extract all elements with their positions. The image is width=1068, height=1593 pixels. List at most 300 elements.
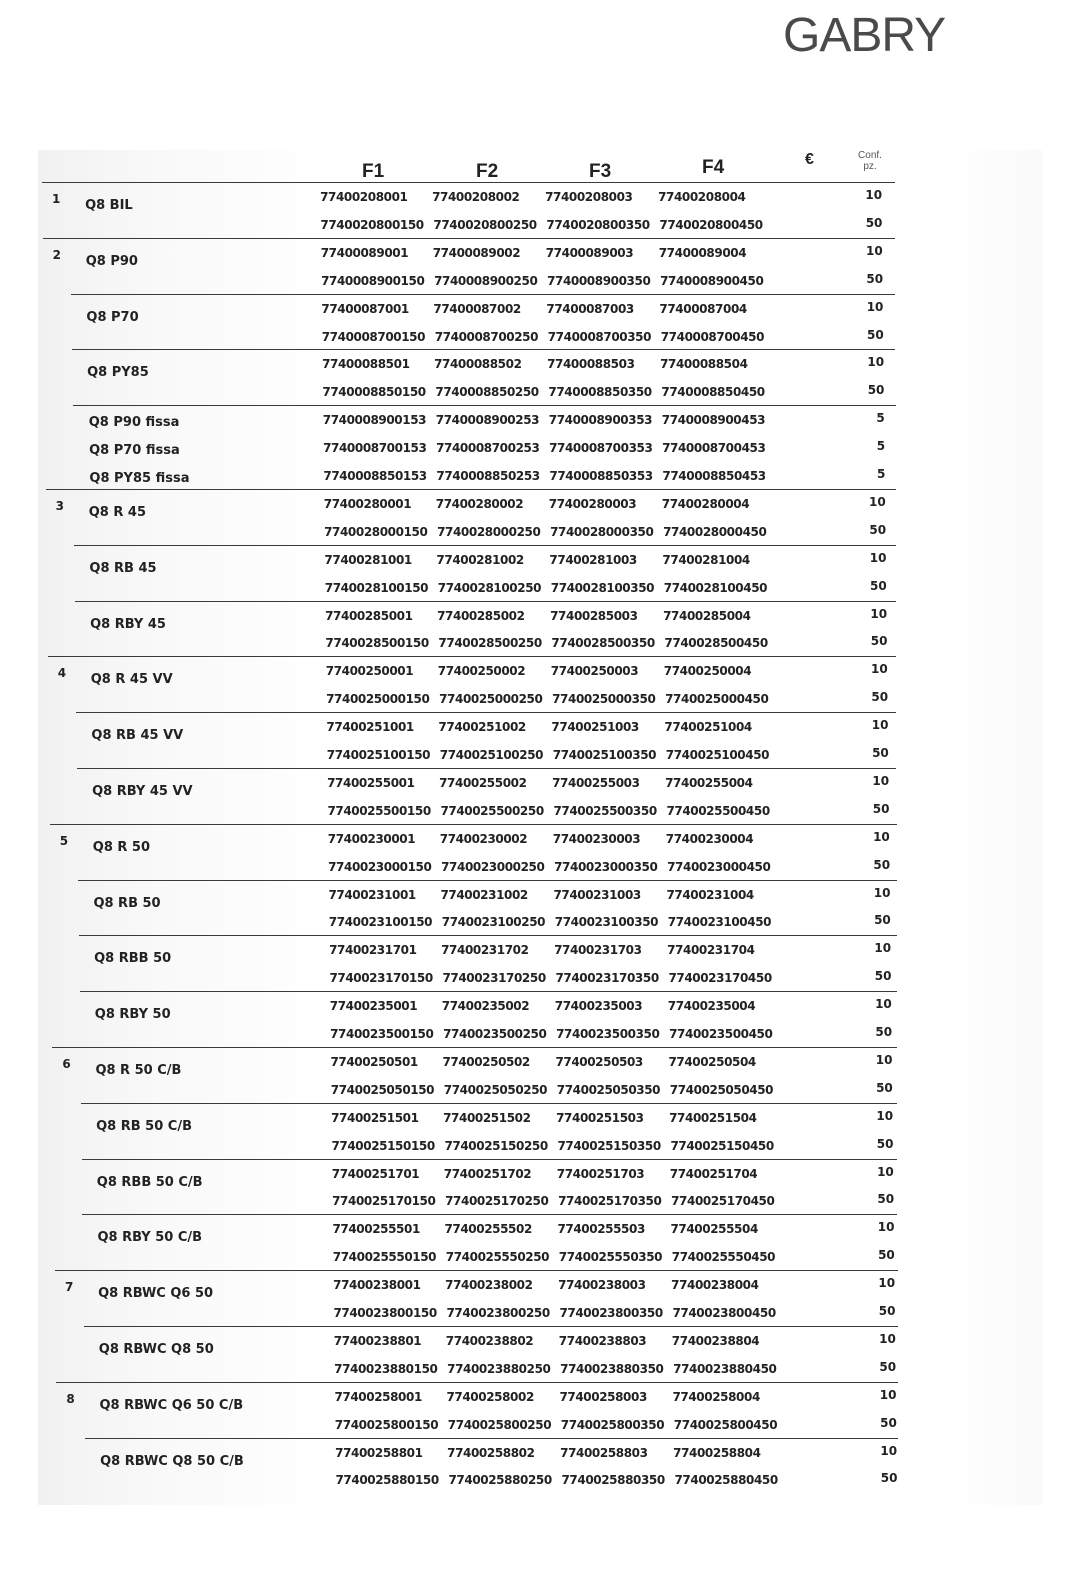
product-name: Q8 RBB 50 [94,951,172,967]
product-code-f3: 77400251703 [556,1166,645,1181]
product-code-f1: 7740023800150 [333,1306,437,1320]
product-code-f3: 7740025550350 [558,1250,663,1265]
product-code-f3: 77400251503 [556,1110,644,1125]
product-code-f1: 7740028000150 [324,524,428,539]
group-rule [55,1270,898,1271]
product-name: Q8 R 50 C/B [95,1062,182,1078]
product-code-f4: 7740023800450 [672,1306,776,1320]
group-rule [81,1103,897,1104]
product-code-f3: 7740023000350 [554,859,658,874]
column-header-conf [854,150,886,172]
product-code-f2: 7740025500250 [440,803,544,818]
product-code-f1: 77400258801 [335,1445,423,1460]
product-code-f1: 7740025100150 [326,748,431,762]
pack-quantity: 50 [880,1415,897,1430]
conf-label: Conf. [858,150,882,161]
product-code-f4: 77400088504 [660,357,748,372]
product-code-f3: 7740028000350 [550,524,654,539]
group-rule [74,545,896,546]
product-code-f1: 77400238001 [333,1278,421,1293]
product-code-f3: 77400255503 [557,1222,645,1237]
product-code-f1: 7740008850150 [322,385,426,400]
pack-quantity: 50 [880,1471,898,1486]
pack-quantity: 50 [876,1136,894,1151]
pack-quantity: 10 [880,1443,898,1458]
product-code-f2: 77400089002 [432,245,521,260]
product-code-f3: 7740023500350 [556,1027,660,1041]
product-code-f1: 7740028500150 [325,636,429,651]
group-rule [78,880,896,881]
product-name: Q8 PY85 [87,365,149,381]
product-code-f4: 77400230004 [665,831,754,846]
pack-quantity: 10 [867,355,885,370]
product-code-f3: 7740025500350 [553,803,657,818]
item-number: 5 [59,833,69,848]
column-header-f1: F1 [362,161,385,182]
group-rule [56,1382,897,1383]
product-code-f3: 7740008900353 [548,413,653,428]
column-header-price: € [805,151,814,168]
pack-quantity: 10 [869,494,886,509]
pack-quantity: 50 [873,857,891,872]
item-number: 8 [66,1391,75,1406]
product-code-f3: 77400231003 [553,887,641,902]
product-code-f3: 77400238003 [558,1278,646,1293]
pack-quantity: 50 [872,801,890,816]
product-code-f1: 77400235001 [329,999,418,1014]
product-code-f3: 7740025000350 [552,692,656,707]
pack-quantity: 50 [870,578,887,593]
pack-quantity: 10 [876,1108,894,1123]
group-rule [71,294,895,295]
product-code-f4: 7740023000450 [667,859,771,874]
product-name: Q8 P70 [86,309,139,325]
product-code-f4: 77400281004 [662,552,750,567]
product-code-f1: 77400208001 [320,190,408,204]
product-code-f1: 7740008900150 [321,273,425,288]
product-code-f2: 77400258002 [446,1389,534,1404]
product-code-f2: 77400251502 [443,1110,531,1125]
product-code-f1: 7740008850153 [323,469,427,483]
pack-quantity: 50 [878,1304,896,1318]
product-code-f4: 7740023500450 [669,1027,773,1041]
product-code-f4: 7740028500450 [664,636,768,651]
column-header-f4: F4 [702,157,725,178]
product-name: Q8 RB 45 VV [91,728,184,744]
product-code-f4: 7740023100450 [667,915,772,930]
product-code-f4: 77400255504 [670,1222,758,1237]
group-rule [42,182,895,183]
pack-quantity: 50 [879,1359,897,1374]
product-name: Q8 R 45 VV [90,672,173,688]
item-number: 3 [55,498,65,513]
product-name: Q8 RBY 50 [94,1007,171,1023]
product-code-f4: 77400258804 [673,1445,761,1460]
product-code-f1: 7740025550150 [332,1250,437,1265]
item-number: 7 [65,1280,74,1295]
product-code-f2: 77400250502 [442,1054,530,1069]
product-name: Q8 RBY 45 VV [92,783,193,799]
product-code-f2: 77400258802 [447,1445,535,1460]
product-code-f3: 7740023800350 [559,1306,663,1320]
product-code-f3: 77400281003 [549,552,637,567]
product-code-f3: 7740025100350 [552,748,657,762]
product-code-f4: 77400251004 [664,720,752,735]
product-code-f2: 77400255502 [444,1222,532,1237]
product-code-f4: 77400208004 [658,190,746,204]
product-code-f1: 77400250001 [325,664,414,679]
product-name: Q8 RBY 50 C/B [97,1230,203,1246]
product-code-f4: 77400238004 [671,1278,759,1293]
product-code-f1: 7740025150150 [331,1138,435,1153]
product-code-f4: 7740025050450 [669,1082,774,1097]
product-code-f1: 7740025880150 [335,1473,439,1488]
group-rule [80,991,897,992]
product-code-f4: 77400250004 [663,664,752,679]
product-code-f1: 77400251001 [326,720,414,735]
product-code-f2: 77400255002 [439,775,527,790]
product-code-f3: 7740008850350 [548,385,652,400]
product-code-f4: 77400087004 [659,301,747,316]
product-code-f1: 7740025500150 [327,803,431,818]
product-code-f3: 77400258003 [559,1389,647,1404]
product-code-f1: 77400255501 [332,1222,420,1237]
product-code-f4: 77400258004 [672,1389,760,1404]
pack-quantity: 10 [871,662,888,677]
product-code-f2: 7740023800250 [446,1306,550,1320]
product-code-f4: 7740008900450 [660,273,764,288]
pack-quantity: 50 [875,1025,893,1039]
product-code-f4: 7740023170450 [668,971,772,986]
product-code-f3: 7740028100350 [550,580,655,595]
product-code-f1: 77400238801 [333,1333,422,1348]
pack-quantity: 50 [872,746,889,760]
pack-quantity: 10 [873,829,890,844]
product-code-f2: 7740020800250 [433,217,537,232]
product-name: Q8 RBY 45 [90,616,166,632]
product-code-f3: 77400235003 [554,999,643,1014]
product-name: Q8 RBB 50 C/B [96,1174,203,1190]
product-code-f3: 77400250503 [555,1054,643,1069]
product-name: Q8 RBWC Q8 50 [98,1341,214,1357]
product-code-f3: 77400280003 [548,496,637,511]
product-code-f2: 7740028100250 [437,580,542,595]
pack-quantity: 50 [870,634,888,649]
product-code-f1: 7740025050150 [330,1082,435,1097]
product-name: Q8 RBWC Q6 50 C/B [99,1397,244,1413]
group-rule [77,768,896,769]
group-rule [46,489,896,490]
product-code-f2: 7740008700250 [434,329,539,344]
product-code-f3: 77400251003 [551,720,639,735]
product-code-f1: 77400251501 [331,1110,419,1125]
group-rule [82,1214,897,1215]
product-code-f4: 7740025100450 [665,748,770,762]
product-code-f4: 77400255004 [665,775,753,790]
pack-quantity: 50 [866,271,884,286]
product-code-f2: 7740028000250 [437,524,541,539]
product-code-f2: 77400231002 [440,887,528,902]
pack-quantity: 10 [866,299,884,314]
pack-quantity: 10 [879,1331,896,1346]
pack-quantity: 10 [869,550,887,565]
product-code-f4: 77400251704 [669,1166,758,1181]
product-code-f3: 77400238803 [558,1333,647,1348]
product-code-f4: 7740008700453 [662,441,766,456]
group-rule [50,824,897,825]
product-code-f4: 7740008850450 [661,385,765,400]
pack-quantity: 10 [878,1276,896,1291]
product-code-f4: 77400089004 [658,245,747,260]
product-code-f3: 7740025170350 [558,1194,662,1209]
product-code-f2: 77400238802 [445,1333,534,1348]
product-code-f3: 77400088503 [547,357,635,372]
product-code-f2: 7740028500250 [438,636,542,651]
pack-quantity: 50 [874,913,891,928]
product-code-f4: 7740025170450 [671,1194,775,1209]
product-code-f2: 77400251002 [438,720,526,735]
product-code-f3: 7740025800350 [560,1417,665,1432]
product-code-f3: 7740028500350 [551,636,655,651]
product-code-f3: 77400087003 [546,301,634,316]
product-code-f2: 7740023100250 [441,915,546,930]
product-code-f3: 7740008700353 [549,441,653,456]
product-code-f4: 7740028000450 [663,524,767,539]
group-rule [75,601,896,602]
product-name: Q8 BIL [85,198,133,213]
product-name: Q8 P90 fissa [88,415,180,431]
pack-quantity: 5 [876,439,886,454]
pack-quantity: 10 [879,1387,897,1402]
product-code-f4: 7740025500450 [666,803,770,818]
product-code-f1: 7740020800150 [320,217,424,232]
product-code-f2: 77400238002 [445,1278,533,1293]
pack-quantity: 50 [867,383,885,398]
product-code-f2: 77400251702 [443,1166,532,1181]
pack-quantity: 50 [865,215,883,230]
product-name: Q8 RB 50 C/B [96,1118,192,1134]
product-name: Q8 RB 50 [93,895,161,911]
group-rule [43,238,895,239]
product-code-f2: 77400231702 [441,943,529,958]
product-code-f1: 77400087001 [321,301,409,316]
product-name: Q8 P90 [85,253,138,269]
pack-quantity: 10 [877,1164,894,1179]
product-code-f1: 7740008700153 [323,441,427,456]
group-rule [84,1326,898,1327]
product-code-f1: 7740023880150 [334,1361,438,1376]
product-code-f2: 77400230002 [439,831,528,846]
product-code-f2: 7740023000250 [441,859,545,874]
pack-quantity: 10 [872,773,890,788]
product-code-f4: 77400280004 [661,496,750,511]
product-code-f1: 7740008700150 [321,329,426,344]
product-code-f4: 7740023880450 [673,1361,777,1376]
product-code-f4: 77400250504 [668,1054,756,1069]
column-header-f2: F2 [476,161,499,182]
product-code-f1: 7740023500150 [330,1027,434,1041]
column-header-f3: F3 [589,161,612,182]
group-rule [76,712,896,713]
product-name: Q8 R 50 [92,839,151,855]
product-code-f1: 77400231001 [328,887,416,902]
product-code-f4: 77400231004 [666,887,754,902]
group-rule [72,349,895,350]
group-rule [73,405,896,406]
product-code-f2: 7740008850253 [436,469,540,483]
product-code-f3: 77400258803 [560,1445,648,1460]
pack-quantity: 10 [877,1220,895,1235]
pack-quantity: 50 [877,1192,895,1207]
product-code-f2: 7740025100250 [439,748,544,762]
product-code-f1: 7740025000150 [326,692,430,707]
product-code-f4: 7740008900453 [661,413,766,428]
product-code-f4: 77400285004 [663,608,751,623]
product-code-f2: 7740008900250 [434,273,538,288]
product-code-f1: 7740025170150 [332,1194,436,1209]
product-code-f1: 77400231701 [329,943,417,958]
product-code-f3: 77400230003 [552,831,641,846]
pack-quantity: 5 [877,467,886,481]
conf-unit: pz. [863,161,877,172]
item-number: 4 [57,666,67,681]
product-code-f3: 7740025880350 [561,1473,665,1488]
product-code-f3: 7740020800350 [546,217,650,232]
product-code-f4: 7740025150450 [670,1138,774,1153]
product-code-f1: 77400250501 [330,1054,418,1069]
product-code-f3: 77400089003 [545,245,634,260]
pack-quantity: 50 [871,690,889,705]
product-code-f3: 77400231703 [554,943,642,958]
product-code-f3: 7740008850353 [549,469,653,483]
product-code-f2: 7740023170250 [442,971,546,986]
product-code-f1: 7740023000150 [328,859,432,874]
product-code-f2: 77400281002 [436,552,524,567]
product-code-f1: 77400258001 [334,1389,422,1404]
product-code-f1: 77400255001 [327,775,415,790]
product-code-f2: 7740025150250 [444,1138,548,1153]
group-rule [85,1438,898,1439]
product-code-f2: 77400250002 [437,664,526,679]
product-code-f2: 7740008700253 [436,441,540,456]
product-code-f3: 7740008900350 [547,273,651,288]
product-code-f4: 7740020800450 [659,217,763,232]
product-code-f1: 77400280001 [323,496,412,511]
pack-quantity: 10 [873,885,891,900]
product-code-f3: 7740025150350 [557,1138,661,1153]
product-code-f2: 7740023880250 [447,1361,551,1376]
product-code-f4: 7740028100450 [663,580,768,595]
product-name: Q8 RB 45 [89,560,157,576]
item-number: 1 [52,192,61,206]
product-code-f1: 77400089001 [320,245,409,260]
product-name: Q8 P70 fissa [89,443,180,459]
product-name: Q8 RBWC Q6 50 [98,1286,214,1302]
pack-quantity: 50 [874,969,892,984]
product-code-f3: 7740023170350 [555,971,659,986]
product-code-f3: 77400208003 [545,190,633,204]
product-name: Q8 RBWC Q8 50 C/B [100,1453,244,1469]
product-code-f3: 7740023880350 [560,1361,664,1376]
product-code-f2: 7740025000250 [439,692,543,707]
pack-quantity: 10 [870,606,888,621]
pack-quantity: 10 [875,1052,893,1067]
product-code-f3: 77400250003 [550,664,639,679]
product-code-f1: 7740028100150 [324,580,429,595]
product-name: Q8 R 45 [88,504,146,520]
product-code-f4: 7740008700450 [660,329,765,344]
pack-quantity: 50 [867,327,884,342]
product-code-f1: 7740008900153 [322,413,427,428]
brand-logo: GABRY [783,9,946,62]
product-code-f2: 7740025050250 [443,1082,548,1097]
pack-quantity: 10 [875,997,892,1012]
product-code-f1: 7740023100150 [328,915,433,930]
group-rule [82,1159,898,1160]
product-code-f3: 77400255003 [552,775,640,790]
product-code-f1: 77400251701 [331,1166,420,1181]
product-code-f2: 77400208002 [432,190,520,204]
product-code-f1: 77400281001 [324,552,412,567]
product-code-f4: 77400235004 [667,999,756,1014]
pack-quantity: 5 [876,411,885,426]
product-code-f3: 7740025050350 [556,1082,661,1097]
product-code-f2: 77400280002 [435,496,524,511]
product-code-f2: 7740008900253 [435,413,540,428]
product-code-f2: 77400235002 [441,999,530,1014]
group-rule [79,935,897,936]
item-number: 6 [62,1056,71,1071]
product-code-f3: 7740008700350 [547,329,652,344]
product-code-f4: 7740008850453 [662,469,766,483]
product-code-f2: 7740025800250 [447,1417,552,1432]
product-code-f2: 77400087002 [433,301,521,316]
product-code-f1: 7740023170150 [329,971,433,986]
price-list-sheet [38,150,1042,1505]
product-code-f1: 77400285001 [325,608,413,623]
product-code-f4: 7740025550450 [671,1250,776,1265]
product-code-f4: 7740025880450 [674,1473,778,1488]
product-code-f1: 77400088501 [322,357,410,372]
product-code-f4: 77400231704 [667,943,755,958]
product-name: Q8 PY85 fissa [89,471,190,486]
group-rule [52,1047,897,1048]
pack-quantity: 50 [869,522,887,537]
product-code-f2: 7740025880250 [448,1473,552,1488]
product-code-f3: 77400285003 [550,608,638,623]
pack-quantity: 10 [865,188,883,202]
pack-quantity: 10 [866,243,883,258]
product-code-f2: 77400285002 [437,608,525,623]
product-code-f4: 7740025000450 [665,692,769,707]
pack-quantity: 10 [871,718,889,733]
product-code-f3: 7740023100350 [554,915,659,930]
pack-quantity: 10 [874,941,892,956]
item-number: 2 [52,247,62,262]
product-code-f2: 7740025550250 [445,1250,550,1265]
product-code-f2: 77400088502 [434,357,522,372]
pack-quantity: 50 [878,1248,895,1263]
product-code-f4: 77400251504 [669,1110,757,1125]
product-code-f4: 77400238804 [671,1333,760,1348]
product-code-f2: 7740008850250 [435,385,539,400]
pack-quantity: 50 [876,1080,893,1095]
product-code-f4: 7740025800450 [673,1417,778,1432]
product-code-f2: 7740023500250 [443,1027,547,1041]
product-code-f1: 7740025800150 [334,1417,439,1432]
group-rule [48,656,896,657]
product-code-f1: 77400230001 [327,831,416,846]
